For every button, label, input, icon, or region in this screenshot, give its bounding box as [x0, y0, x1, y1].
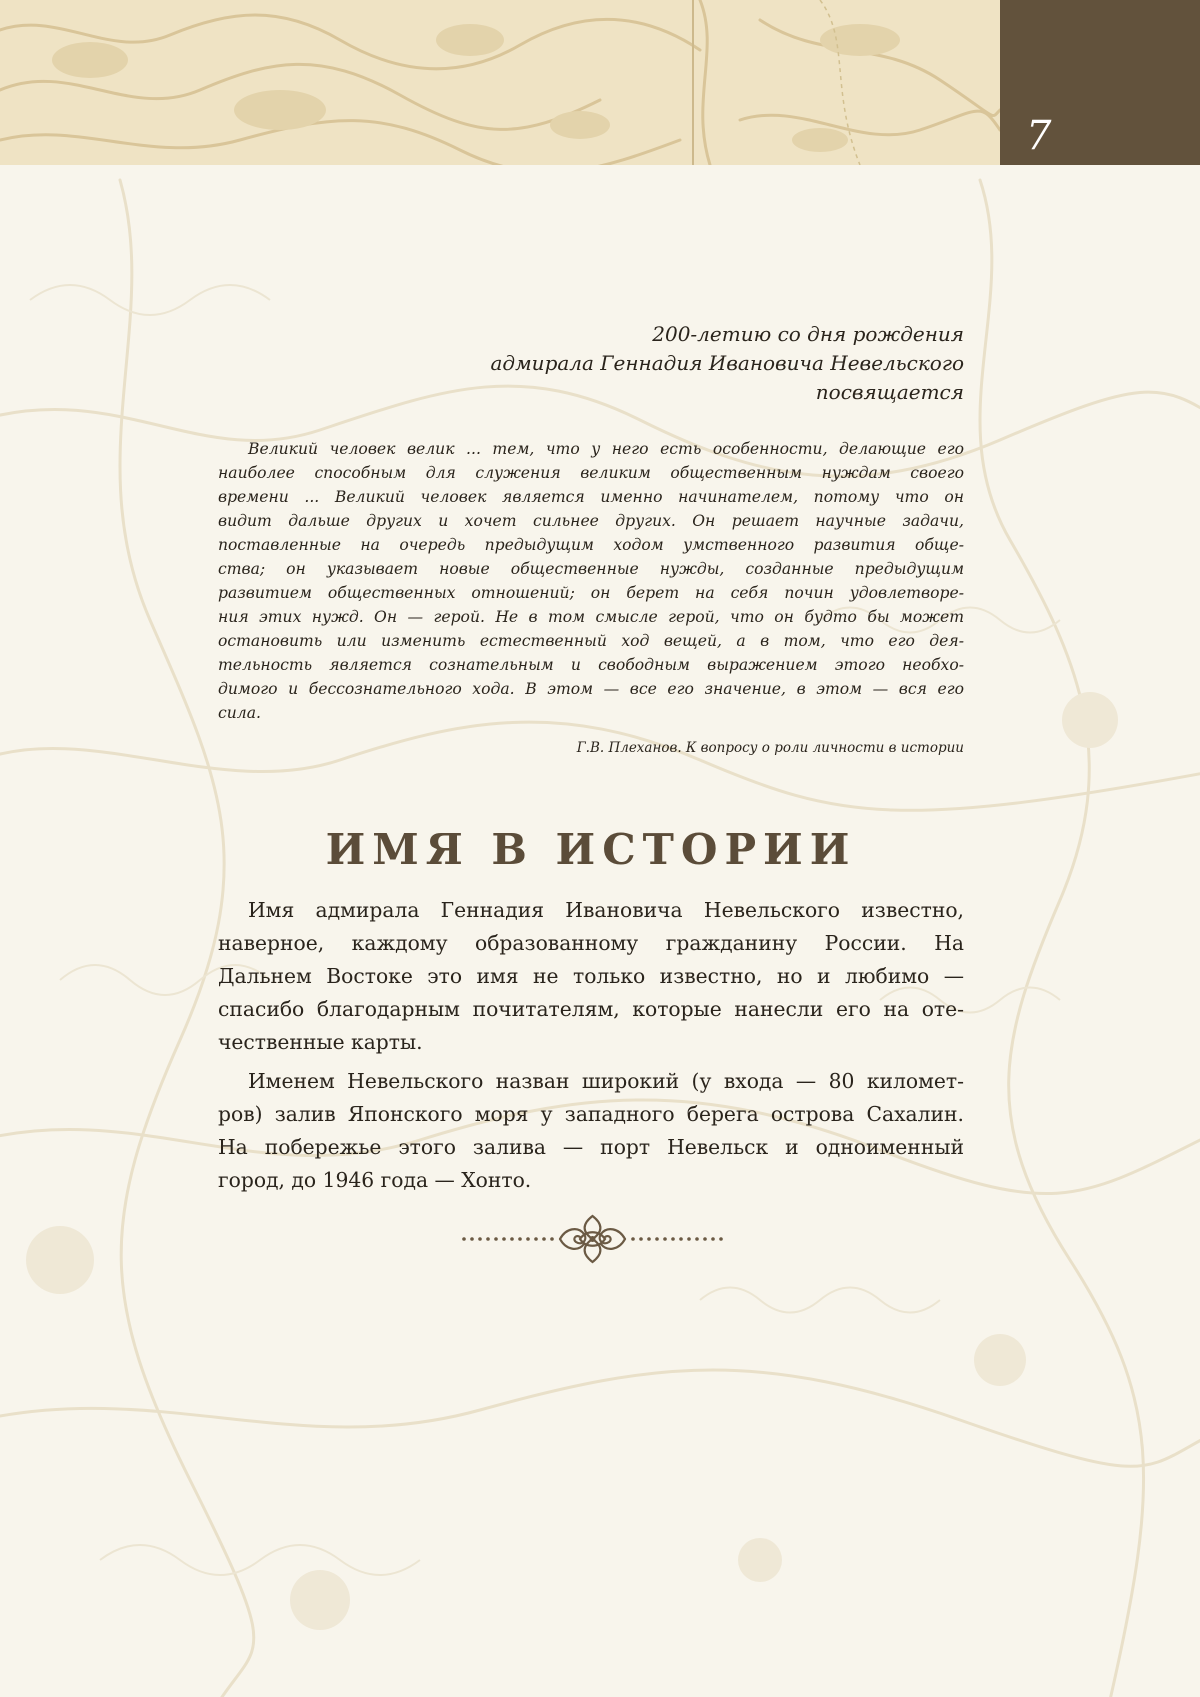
paragraph-line: наверное, каждому образованному гражданину России. На: [218, 931, 964, 955]
epigraph-line: развитием общественных отношений; он берет на себя почин удовлетворе-: [218, 584, 964, 602]
epigraph-line: димого и бессознательного хода. В этом — все его значение, в этом — вся его: [218, 680, 964, 698]
dedication-line: посвящается: [815, 380, 964, 404]
paragraph-line: Именем Невельского назван широкий (у входа — 80 километ-: [248, 1069, 964, 1093]
epigraph-line: видит дальше других и хочет сильнее других. Он решает научные задачи,: [218, 512, 964, 530]
epigraph-line: тельность является сознательным и свободным выражением этого необхо-: [218, 656, 964, 674]
dedication-line: адмирала Геннадия Ивановича Невельского: [490, 351, 964, 375]
epigraph-source: Г.В. Плеханов. К вопросу о роли личности в истории: [576, 740, 964, 756]
page-number: 7: [1026, 113, 1052, 159]
paragraph-line: ров) залив Японского моря у западного берега острова Сахалин.: [218, 1102, 964, 1126]
epigraph-line: ства; он указывает новые общественные нужды, созданные предыдущим: [218, 560, 964, 578]
paragraph-line: Дальнем Востоке это имя не только известно, но и любимо —: [218, 964, 964, 988]
body-paragraph: [218, 1065, 964, 1197]
dedication-line: 200-летию со дня рождения: [652, 322, 964, 346]
epigraph-line: времени ... Великий человек является именно начинателем, потому что он: [218, 488, 964, 506]
epigraph-line: ния этих нужд. Он — герой. Не в том смысле герой, что он будто бы может: [218, 608, 964, 626]
epigraph-line: сила.: [218, 704, 261, 722]
epigraph-line: наиболее способным для служения великим общественным нуждам своего: [218, 464, 964, 482]
section-title: ИМЯ В ИСТОРИИ: [325, 825, 857, 874]
paragraph-line: город, до 1946 года — Хонто.: [218, 1168, 532, 1192]
flourish-divider-icon: [460, 1210, 725, 1268]
paragraph-line: Имя адмирала Геннадия Ивановича Невельского известно,: [248, 898, 964, 922]
epigraph: [218, 437, 964, 725]
epigraph-line: поставленные на очередь предыдущим ходом умственного развития обще-: [218, 536, 964, 554]
paragraph-line: спасибо благодарным почитателям, которые нанесли его на оте-: [218, 997, 964, 1021]
body-paragraph: [218, 894, 964, 1059]
epigraph-line: Великий человек велик ... тем, что у него есть особенности, делающие его: [248, 440, 964, 458]
map-banner: [0, 0, 1000, 165]
paragraph-line: чественные карты.: [218, 1030, 423, 1054]
epigraph-line: остановить или изменить естественный ход вещей, а в том, что его дея-: [218, 632, 964, 650]
dedication: [360, 320, 964, 407]
paragraph-line: На побережье этого залива — порт Невельск и одноименный: [218, 1135, 964, 1159]
